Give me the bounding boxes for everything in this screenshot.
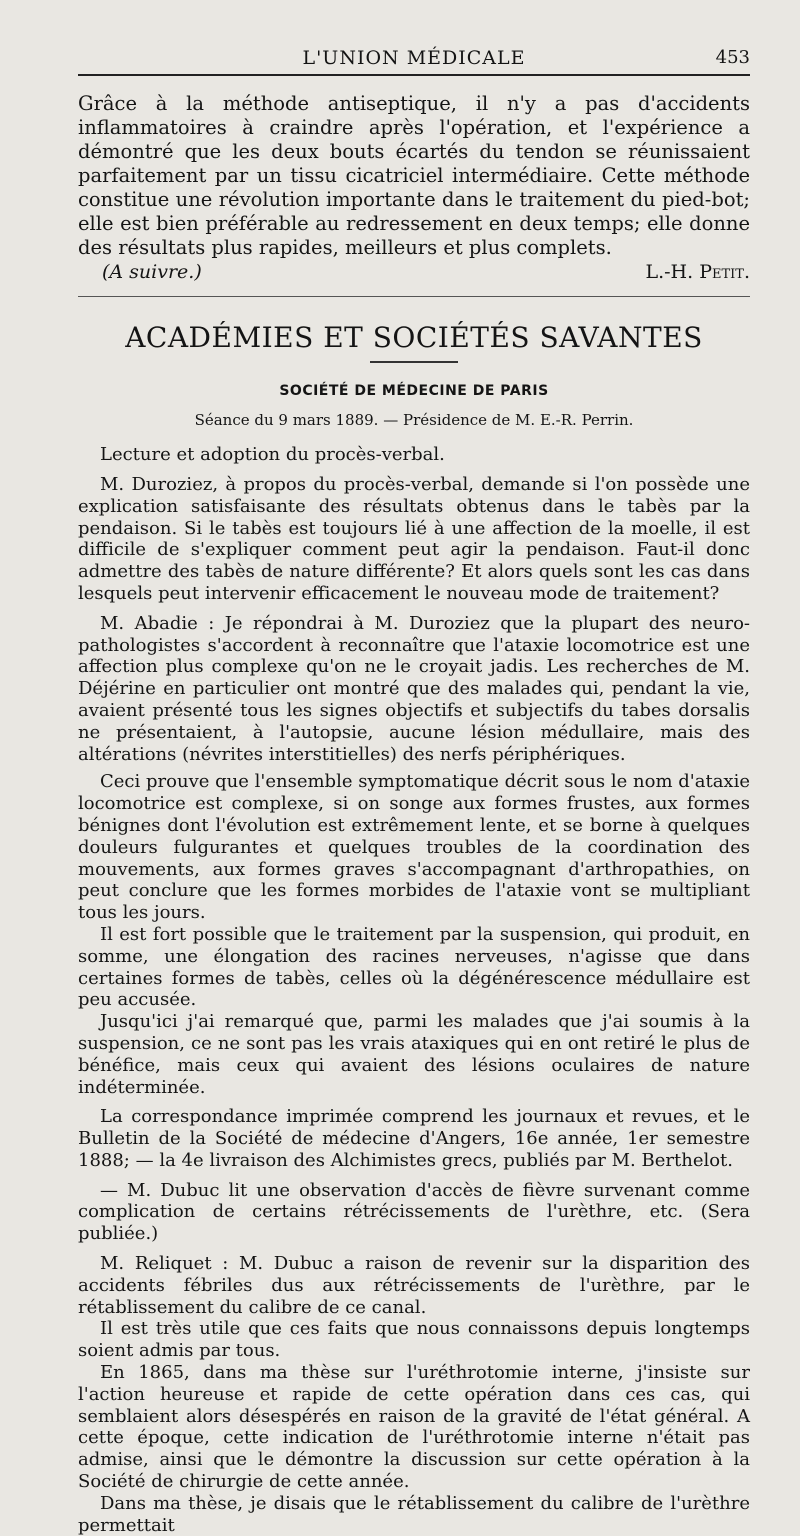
author-signature: L.-H. Petit. (645, 261, 750, 283)
running-title: L'UNION MÉDICALE (302, 47, 526, 69)
dubuc-paragraph: — M. Dubuc lit une observation d'accès de fièvre survenant comme complication de certains rétrécissements de l'urèthre, etc. (Sera publiée.) (78, 1179, 750, 1245)
header-rule (78, 74, 750, 76)
these-paragraph: En 1865, dans ma thèse sur l'uréthrotomie interne, j'insiste sur l'action heureuse et rapide de cette opération dans ces cas, qui semblaient alors désespérés en raison de la gravité de l'état général. A cette époque, cette indication de l'uréthrotomie interne n'était pas admise, ainsi que le démontre la discussion sur cette opération à la Société de chirurgie de cette année. (78, 1362, 750, 1493)
duroziez-paragraph: M. Duroziez, à propos du procès-verbal, demande si l'on possède une explication satisfaisante des résultats obtenus dans le tabès par la pendaison. Si le tabès est toujours lié à une affection de la moelle, il est difficile de s'expliquer comment peut agir la pendaison. Faut-il donc admettre des tabès de nature différente? Et alors quels sont les cas dans lesquels peut intervenir efficacement le nouveau mode de traitement? (78, 473, 750, 604)
society-heading: SOCIÉTÉ DE MÉDECINE DE PARIS (279, 382, 549, 399)
intro-paragraph: Grâce à la méthode antiseptique, il n'y a pas d'accidents inflammatoires à craindre après l'opération, et l'expérience a démontré que les deux bouts écartés du tendon se réunissaient parfaitement par un tissu cicatriciel intermédiaire. Cette méthode constitue une révolution importante dans le traitement du pied-bot; elle est bien préférable au redressement en deux temps; elle donne des résultats plus rapides, meilleurs et plus complets. (78, 92, 750, 259)
correspondance-paragraph: La correspondance imprimée comprend les journaux et revues, et le Bulletin de la Société de médecine d'Angers, 16e année, 1er semestre 1888; — la 4e livraison des Alchimistes grecs, publiés par M. Berthelot. (78, 1106, 750, 1171)
page-number: 453 (715, 47, 750, 68)
suspension-paragraph: Il est fort possible que le traitement par la suspension, qui produit, en somme, une élongation des racines nerveuses, n'agisse que dans certaines formes de tabès, celles où la dégénérescence médullaire est peu accusée. (78, 923, 750, 1011)
useful-facts-paragraph: Il est très utile que ces faits que nous connaissons depuis longtemps soient admis par tous. (78, 1318, 750, 1362)
page-body (78, 92, 750, 1536)
seance-line: Séance du 9 mars 1889. — Présidence de M. E.-R. Perrin. (194, 411, 634, 430)
minutes-paragraph: Lecture et adoption du procès-verbal. (100, 444, 445, 466)
divider-rule (78, 296, 750, 297)
to-be-continued: (A suivre.) (102, 261, 202, 283)
abadie-paragraph: M. Abadie : Je répondrai à M. Duroziez que la plupart des neuro-pathologistes s'accordent à reconnaître que l'ataxie locomotrice est une affection plus complexe qu'on ne le croyait jadis. Les recherches de M. Déjérine en particulier ont montré que des malades qui, pendant la vie, avaient présenté tous les signes objectifs et subjectifs du tabes dorsalis ne présentaient, à l'autopsie, aucune lésion médullaire, mais des altérations (névrites interstitielles) des nerfs périphériques. (78, 612, 750, 765)
section-title: ACADÉMIES ET SOCIÉTÉS SAVANTES (125, 320, 703, 354)
last-line-paragraph: Dans ma thèse, je disais que le rétablissement du calibre de l'urèthre permettait (78, 1492, 750, 1536)
article-signoff (78, 262, 750, 284)
page-header (78, 45, 750, 71)
observation-paragraph: Jusqu'ici j'ai remarqué que, parmi les malades que j'ai soumis à la suspension, ce ne sont pas les vrais ataxiques qui en ont retiré le plus de bénéfice, mais ceux qui avaient des lésions oculaires de nature indéterminée. (78, 1011, 750, 1098)
section-rule (370, 361, 458, 363)
reliquet-paragraph: M. Reliquet : M. Dubuc a raison de revenir sur la disparition des accidents fébriles dus aux rétrécissements de l'urèthre, par le rétablissement du calibre de ce canal. (78, 1253, 750, 1318)
ataxie-paragraph: Ceci prouve que l'ensemble symptomatique décrit sous le nom d'ataxie locomotrice est complexe, si on songe aux formes frustes, aux formes bénignes dont l'évolution est extrêmement lente, et se borne à quelques douleurs fulgurantes et quelques troubles de la coordination des mouvements, aux formes graves s'accompagnant d'arthropathies, on peut conclure que les formes morbides de l'ataxie vont se multipliant tous les jours. (78, 771, 750, 924)
